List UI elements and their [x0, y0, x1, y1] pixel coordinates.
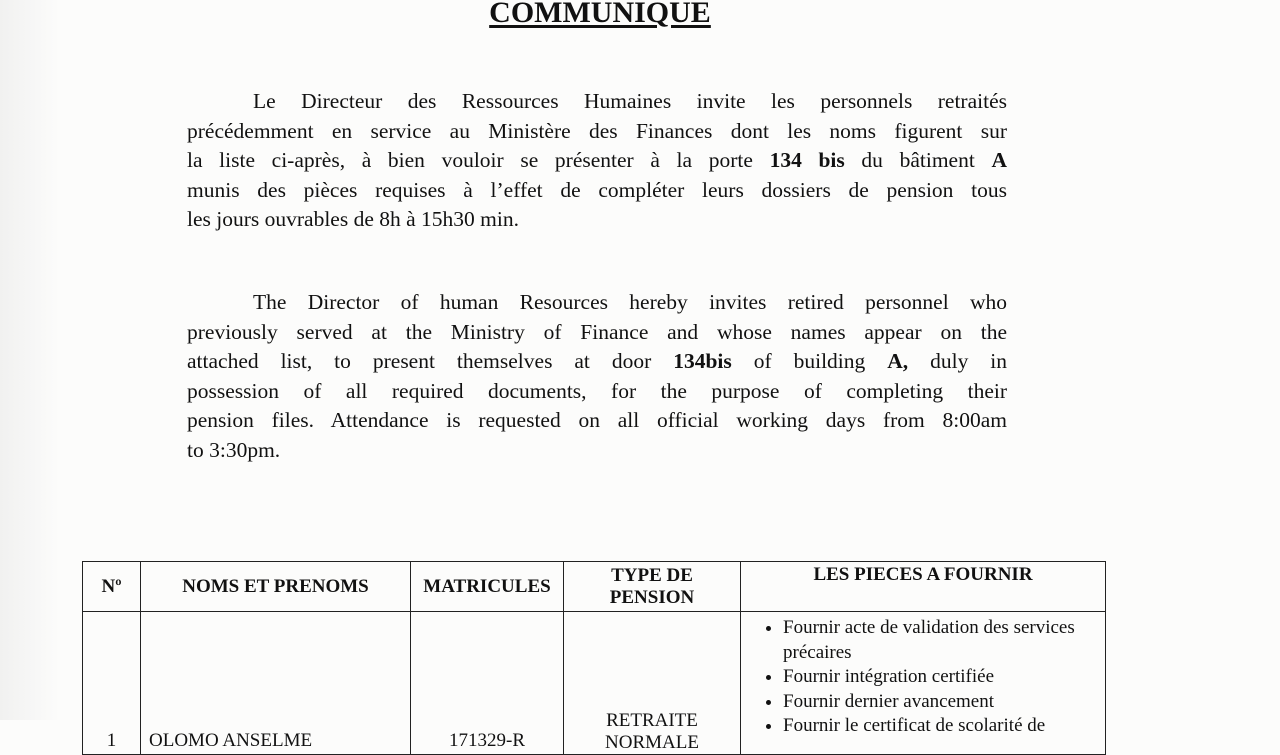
table-row: [83, 612, 1106, 755]
building-letter: A: [991, 148, 1007, 172]
cell-matricule: 171329-R: [411, 612, 564, 755]
header-type: [564, 562, 741, 612]
cell-name: OLOMO ANSELME: [141, 612, 411, 755]
list-item: • Fournir le certificat de scolarité de: [783, 714, 1105, 739]
building-letter: A,: [887, 349, 909, 373]
header-names: NOMS ET PRENOMS: [141, 562, 411, 612]
cell-no: 1: [83, 612, 141, 755]
cell-pieces: [741, 612, 1106, 755]
text-segment: of building: [731, 349, 888, 373]
pieces-list: [741, 616, 1105, 739]
text-line: to 3:30pm.: [187, 437, 281, 462]
table-header-row: [83, 562, 1106, 612]
header-type-line: PENSION: [609, 586, 695, 608]
type-line: RETRAITE: [606, 710, 698, 731]
text-line: les jours ouvrables de 8h à 15h30 min.: [187, 207, 520, 231]
type-line: NORMALE: [605, 732, 699, 753]
list-item: • Fournir dernier avancement: [783, 690, 1105, 715]
header-no: Nº: [83, 562, 141, 612]
list-item: • Fournir intégration certifiée: [783, 665, 1105, 690]
text-segment: duly in: [908, 349, 1007, 373]
text-segment: du bâtiment: [844, 148, 992, 172]
french-paragraph: [187, 87, 1007, 235]
text-line: Le Directeur des Ressources Humaines invite les personnels retraités: [253, 89, 1007, 113]
document-title: COMMUNIQUE: [489, 0, 711, 29]
text-line: possession of all required documents, for the purpose of completing their: [187, 378, 1007, 403]
text-line: précédemment en service au Ministère des Finances dont les noms figurent sur: [187, 118, 1007, 143]
cell-type: [564, 612, 741, 755]
retirees-table: [82, 561, 1106, 755]
list-item: • Fournir acte de validation des services précaires: [783, 616, 1105, 665]
text-segment: la liste ci-après, à bien vouloir se présenter à la porte: [187, 148, 770, 172]
text-line: munis des pièces requises à l’effet de compléter leurs dossiers de pension tous: [187, 177, 1007, 202]
text-line: [187, 146, 1007, 176]
header-type-line: TYPE DE: [611, 564, 693, 586]
text-segment: attached list, to present themselves at door: [187, 349, 674, 373]
text-line: [187, 347, 1007, 377]
door-number: 134 bis: [769, 148, 845, 172]
door-number: 134bis: [673, 349, 732, 373]
text-line: pension files. Attendance is requested on all official working days from 8:00am: [187, 408, 1007, 432]
header-pieces: LES PIECES A FOURNIR: [741, 562, 1106, 612]
english-paragraph: [187, 288, 1007, 465]
text-line: previously served at the Ministry of Finance and whose names appear on the: [187, 319, 1007, 344]
scan-edge-shadow: [0, 0, 60, 720]
text-line: The Director of human Resources hereby invites retired personnel who: [253, 290, 1007, 314]
header-matricules: MATRICULES: [411, 562, 564, 612]
